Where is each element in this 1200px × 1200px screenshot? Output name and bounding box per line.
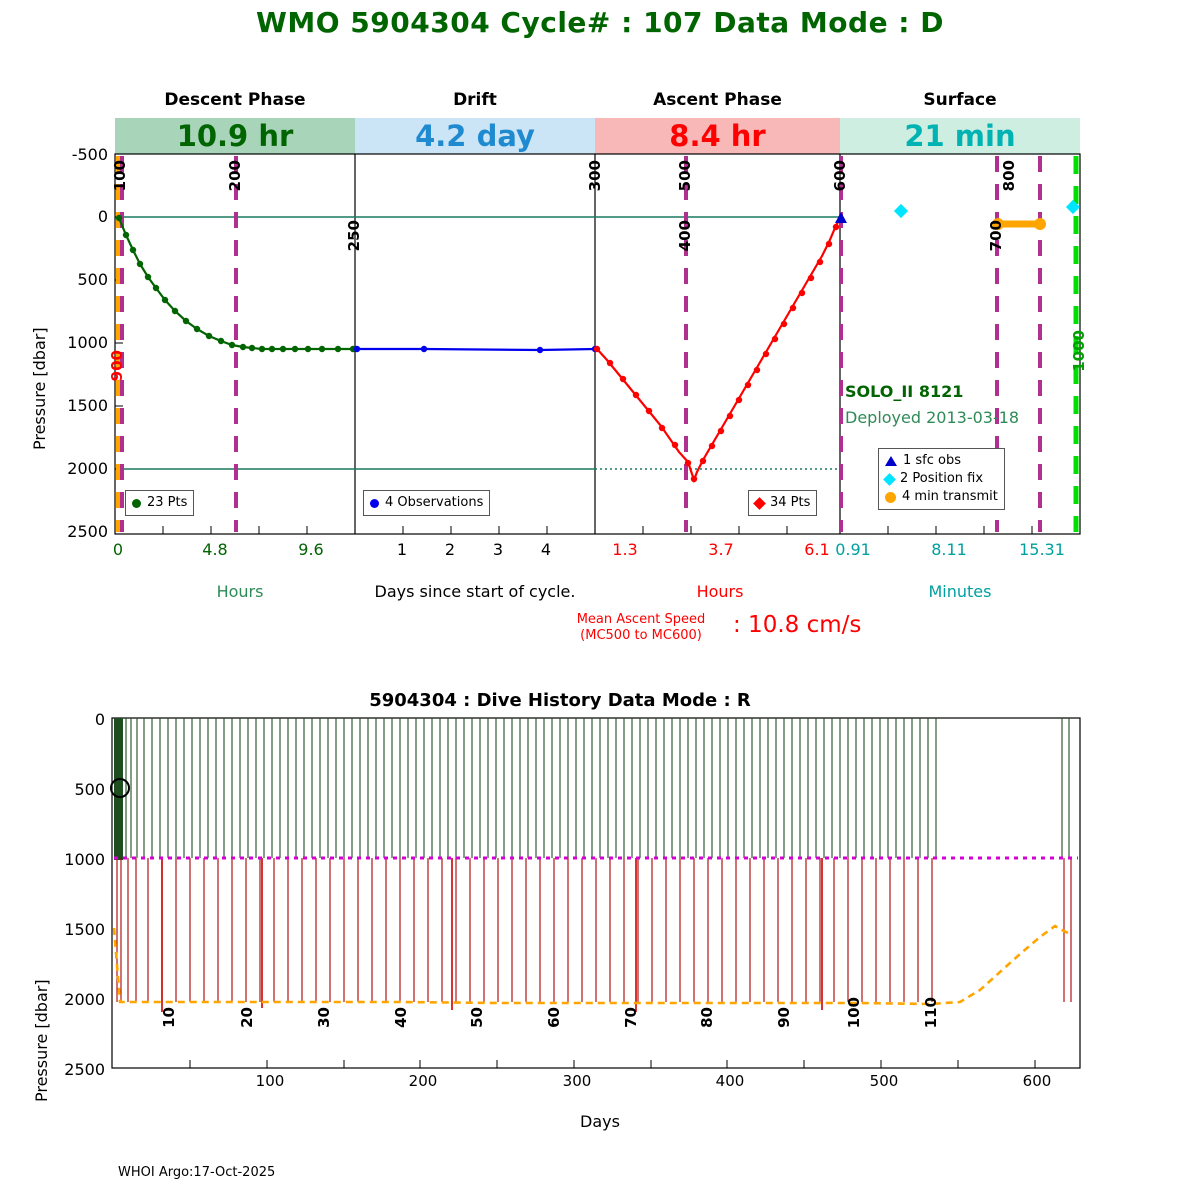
bottom-xtick-4: 500 <box>869 1072 899 1090</box>
xtick-hours-2: 9.6 <box>298 540 324 559</box>
footer-credit: WHOI Argo:17-Oct-2025 <box>118 1165 276 1180</box>
xtick-hours-0: 0 <box>112 540 124 559</box>
bottom-ytick-3: 1500 <box>64 920 105 939</box>
bottom-xtick-0: 100 <box>255 1072 285 1090</box>
bottom-ytick-2: 1000 <box>64 850 105 869</box>
phase-value-descent: 10.9 hr <box>176 119 294 153</box>
diamond-icon <box>883 473 896 486</box>
phase-label-descent: Descent Phase <box>164 90 306 110</box>
top-ytick-1: 0 <box>97 207 108 226</box>
mc-label-800: 800 <box>1000 160 1018 192</box>
cycle-label-80: 80 <box>698 1007 716 1028</box>
cycle-label-50: 50 <box>468 1007 486 1028</box>
xtick-min-1: 8.11 <box>931 540 967 559</box>
ascent-speed-value: : 10.8 cm/s <box>733 612 862 638</box>
phase-label-surface: Surface <box>923 90 997 110</box>
cycle-label-100: 100 <box>845 997 863 1029</box>
mc-label-200: 200 <box>226 160 244 192</box>
dive-history-title: 5904304 : Dive History Data Mode : R <box>369 690 751 711</box>
legend-descent-marker <box>132 499 141 508</box>
mc-label-1000: 1000 <box>1070 330 1088 372</box>
legend-descent <box>125 490 194 516</box>
top-ytick-2: 500 <box>77 270 108 289</box>
top-ytick-0: -500 <box>71 145 108 164</box>
phase-label-drift: Drift <box>453 90 497 110</box>
top-chart-ylabel: Pressure [dbar] <box>30 327 49 450</box>
cycle-label-110: 110 <box>922 997 940 1029</box>
dive-history-chart <box>0 672 1200 1172</box>
deployed-label: Deployed 2013-03-18 <box>845 408 1020 427</box>
cycle-label-70: 70 <box>622 1007 640 1028</box>
phase-label-ascent: Ascent Phase <box>653 90 782 110</box>
legend-ascent-marker <box>753 497 766 510</box>
legend-ascent <box>748 490 817 516</box>
bottom-xtick-3: 400 <box>715 1072 745 1090</box>
xtick-hours-1: 4.8 <box>202 540 228 559</box>
mc-label-900: 900 <box>108 350 126 382</box>
xtick-ahours-0: 1.3 <box>612 540 638 559</box>
xtick-days-1: 2 <box>444 540 456 559</box>
legend-drift-label: 4 Observations <box>385 495 484 510</box>
bottom-xtick-1: 200 <box>408 1072 438 1090</box>
bottom-chart-xlabel: Days <box>580 1112 620 1131</box>
xtick-ahours-1: 3.7 <box>708 540 734 559</box>
legend-descent-label: 23 Pts <box>147 495 188 510</box>
bottom-ytick-1: 500 <box>74 780 105 799</box>
legend-drift-marker <box>370 499 379 508</box>
xtick-days-2: 3 <box>492 540 504 559</box>
phase-value-ascent: 8.4 hr <box>669 119 766 153</box>
cycle-label-40: 40 <box>392 1007 410 1028</box>
triangle-icon <box>885 456 897 466</box>
top-ytick-4: 1500 <box>67 396 108 415</box>
float-id-label: SOLO_II 8121 <box>845 382 964 401</box>
xaxis-label-hours-descent: Hours <box>216 582 264 601</box>
ascent-speed-caption-1: Mean Ascent Speed <box>576 612 706 627</box>
xtick-min-2: 15.31 <box>1019 540 1065 559</box>
legend-drift <box>363 490 490 516</box>
phase-value-surface: 21 min <box>904 119 1016 153</box>
xtick-min-0: 0.91 <box>835 540 871 559</box>
dive-history-plot <box>0 672 1200 1172</box>
mc-label-400: 400 <box>676 220 694 252</box>
cycle-label-60: 60 <box>545 1007 563 1028</box>
mc-label-250: 250 <box>345 220 363 252</box>
bottom-ytick-5: 2500 <box>64 1060 105 1079</box>
cycle-label-30: 30 <box>315 1007 333 1028</box>
mc-label-300: 300 <box>586 160 604 192</box>
phase-value-drift: 4.2 day <box>415 119 535 153</box>
mc-label-600: 600 <box>831 160 849 192</box>
top-ytick-3: 1000 <box>67 333 108 352</box>
cycle-label-20: 20 <box>238 1007 256 1028</box>
legend-ascent-label: 34 Pts <box>770 495 811 510</box>
mc-label-500: 500 <box>676 160 694 192</box>
cycle-profile-chart <box>0 60 1200 660</box>
xtick-ahours-2: 6.1 <box>804 540 830 559</box>
xaxis-label-minutes: Minutes <box>928 582 992 601</box>
bottom-xtick-5: 600 <box>1022 1072 1052 1090</box>
cycle-label-10: 10 <box>160 1007 178 1028</box>
top-ytick-6: 2500 <box>67 522 108 541</box>
legend-surface-item-0: 1 sfc obs <box>903 453 962 468</box>
bottom-ytick-0: 0 <box>94 710 105 729</box>
xtick-days-3: 4 <box>540 540 552 559</box>
mc-label-100: 100 <box>111 160 129 192</box>
cycle-label-90: 90 <box>775 1007 793 1028</box>
mc-label-700: 700 <box>987 220 1005 252</box>
xaxis-label-days: Days since start of cycle. <box>374 582 576 601</box>
bottom-ytick-4: 2000 <box>64 990 105 1009</box>
page-title: WMO 5904304 Cycle# : 107 Data Mode : D <box>256 6 944 39</box>
top-chart-plot <box>0 60 1200 660</box>
legend-surface <box>878 448 1005 510</box>
ascent-speed-caption-2: (MC500 to MC600) <box>580 628 702 643</box>
bottom-xtick-2: 300 <box>562 1072 592 1090</box>
top-ytick-5: 2000 <box>67 459 108 478</box>
xaxis-label-hours-ascent: Hours <box>696 582 744 601</box>
legend-surface-item-1: 2 Position fix <box>900 471 984 486</box>
legend-surface-item-2: 4 min transmit <box>902 489 998 504</box>
circle-icon <box>885 492 896 503</box>
bottom-chart-ylabel: Pressure [dbar] <box>32 979 51 1102</box>
xtick-days-0: 1 <box>396 540 408 559</box>
